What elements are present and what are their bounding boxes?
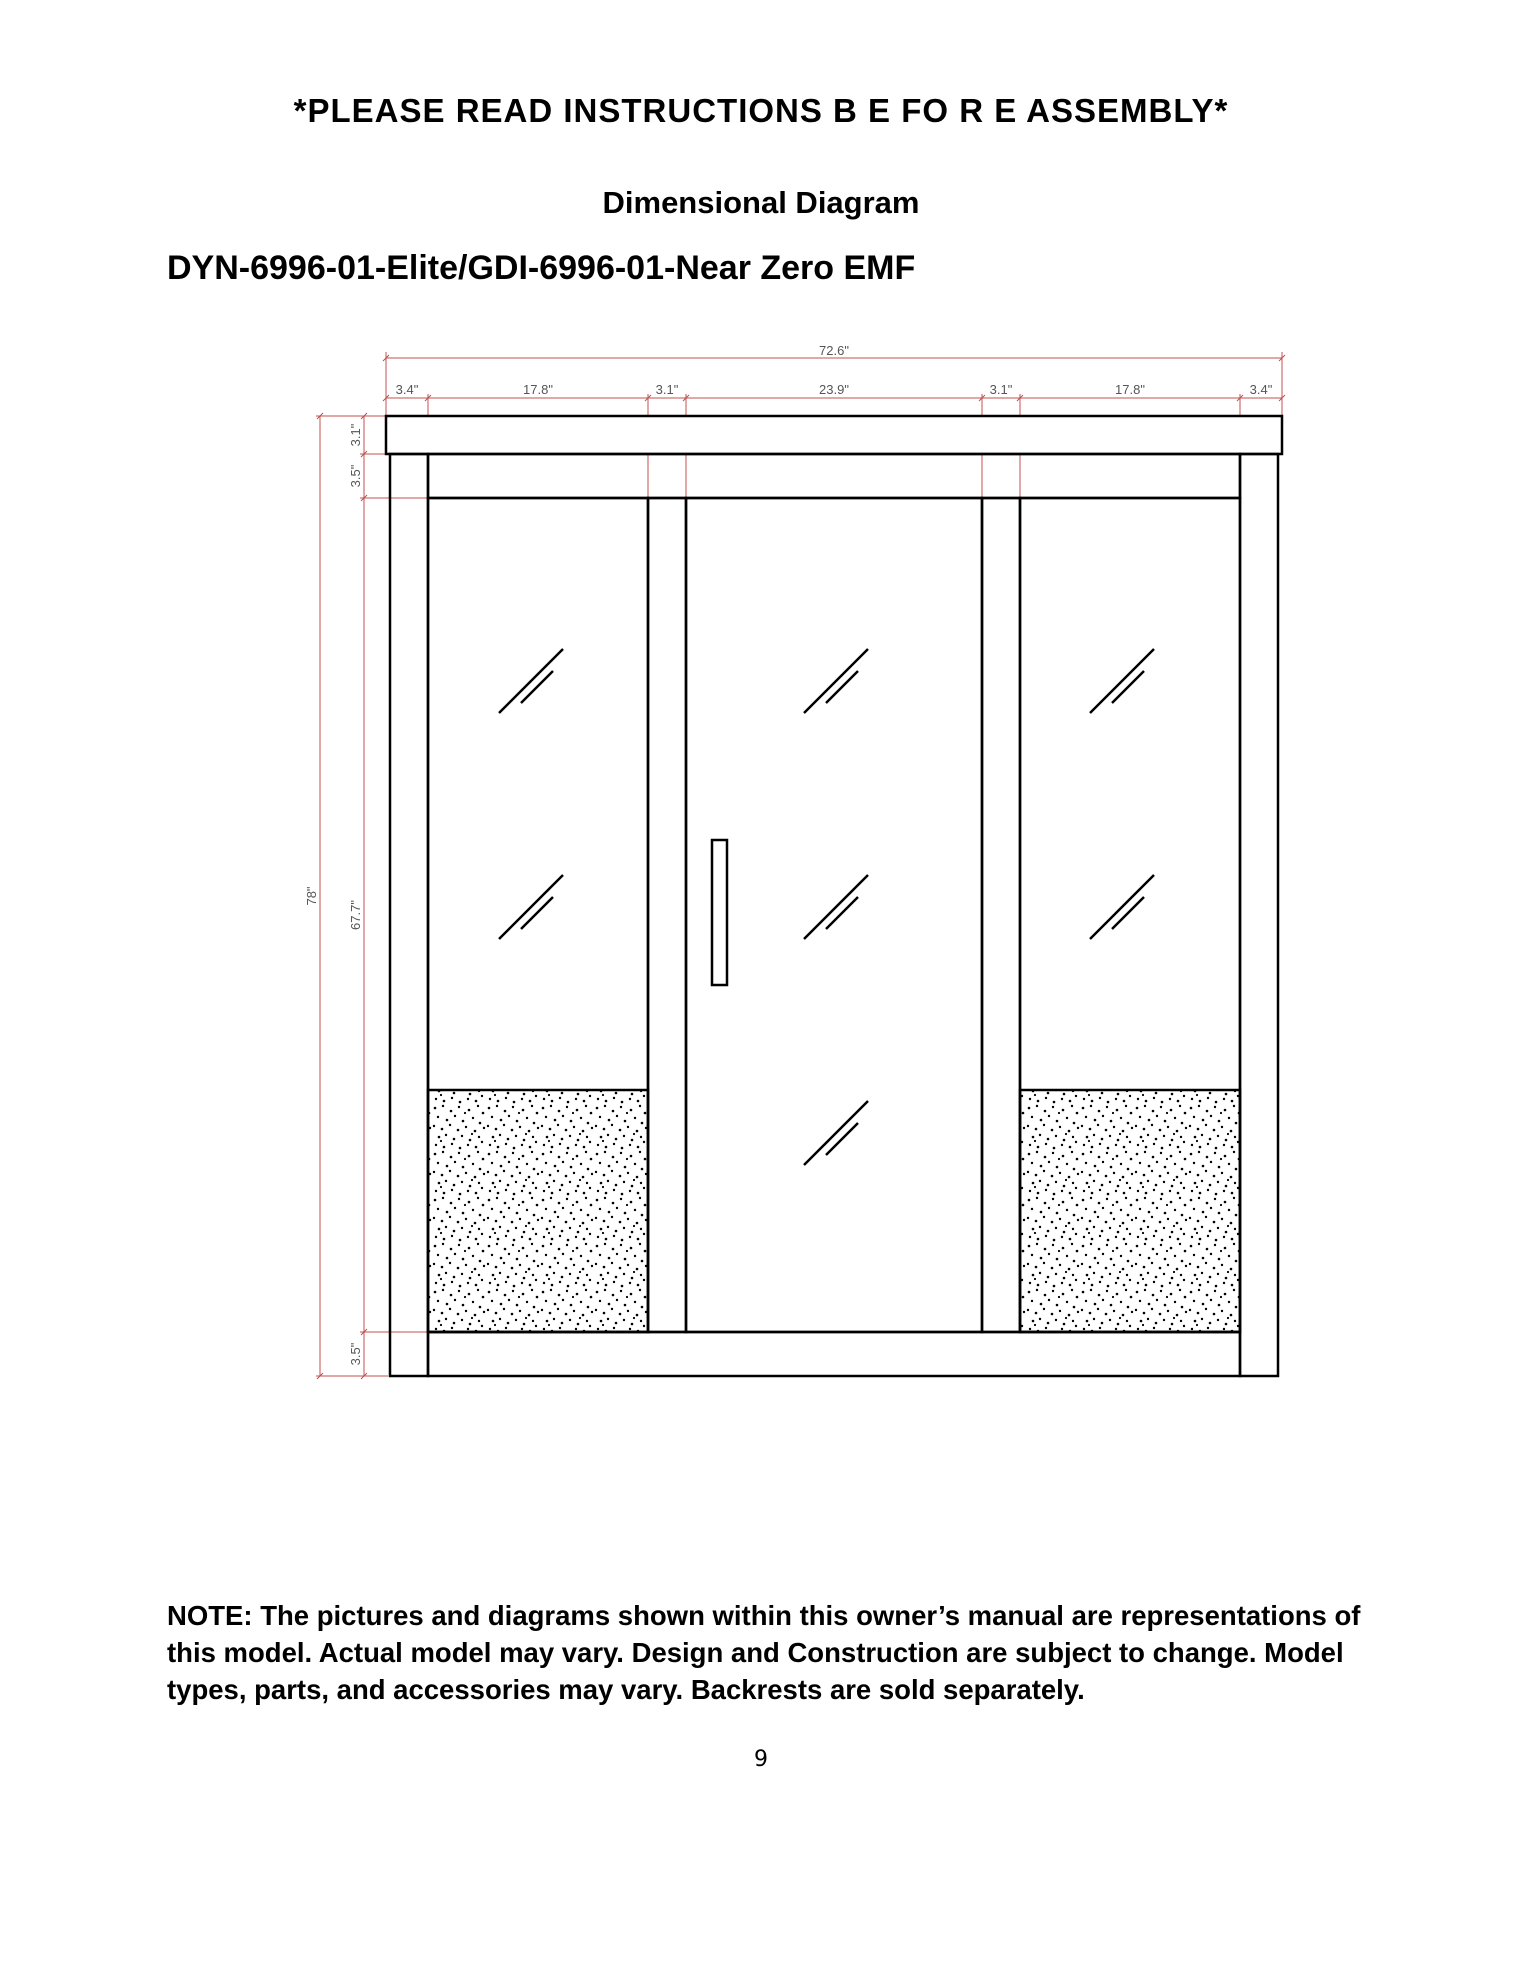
top-rail — [428, 454, 1240, 498]
glass-mark-door-middle — [804, 875, 868, 939]
right-mullion — [982, 498, 1020, 1332]
right-post — [1240, 454, 1278, 1376]
model-name: DYN-6996-01-Elite/GDI-6996-01-Near Zero EMF — [167, 249, 916, 287]
glass-mark-door-bottom — [804, 1101, 868, 1165]
width-label-6: 17.8" — [1115, 382, 1145, 397]
disclaimer-note — [167, 1597, 1367, 1708]
bottom-rail-height-label: 3.5" — [348, 1342, 363, 1366]
glass-height-label: 67.7" — [348, 900, 363, 930]
page-number: 9 — [754, 1747, 768, 1772]
width-label-2: 17.8" — [523, 382, 553, 397]
diagram-subtitle: Dimensional Diagram — [602, 185, 920, 220]
width-label-7: 3.4" — [1249, 382, 1273, 397]
overall-height-label: 78" — [304, 886, 319, 906]
top-cap — [386, 416, 1282, 454]
glass-mark-left-middle — [499, 875, 563, 939]
note-text: The pictures and diagrams shown within this owner’s manual are representations of this model. Actual model may vary. Design and Construction are subject to change. Model types, parts, and accessories may vary. Backrests are sold separately. — [167, 1600, 1361, 1705]
glass-mark-left-top — [499, 649, 563, 713]
width-label-3: 3.1" — [655, 382, 679, 397]
glass-mark-right-middle — [1090, 875, 1154, 939]
note-label: NOTE: — [167, 1600, 253, 1631]
overall-width-label: 72.6" — [819, 343, 849, 358]
center-door — [686, 498, 982, 1332]
sauna-front — [386, 416, 1282, 1376]
width-label-4: 23.9" — [819, 382, 849, 397]
bottom-rail — [428, 1332, 1240, 1376]
glass-marks — [499, 649, 1154, 1165]
left-lower-panel — [428, 1090, 648, 1332]
width-label-1: 3.4" — [395, 382, 419, 397]
width-label-5: 3.1" — [989, 382, 1013, 397]
assembly-warning-heading: *PLEASE READ INSTRUCTIONS B E FO R E ASSEMBLY* — [293, 92, 1229, 129]
glass-mark-door-top — [804, 649, 868, 713]
left-post — [390, 454, 428, 1376]
left-mullion — [648, 498, 686, 1332]
top-cap-height-label: 3.1" — [348, 423, 363, 447]
top-rail-height-label: 3.5" — [348, 464, 363, 488]
door-handle — [712, 840, 727, 985]
glass-mark-right-top — [1090, 649, 1154, 713]
right-lower-panel — [1020, 1090, 1240, 1332]
